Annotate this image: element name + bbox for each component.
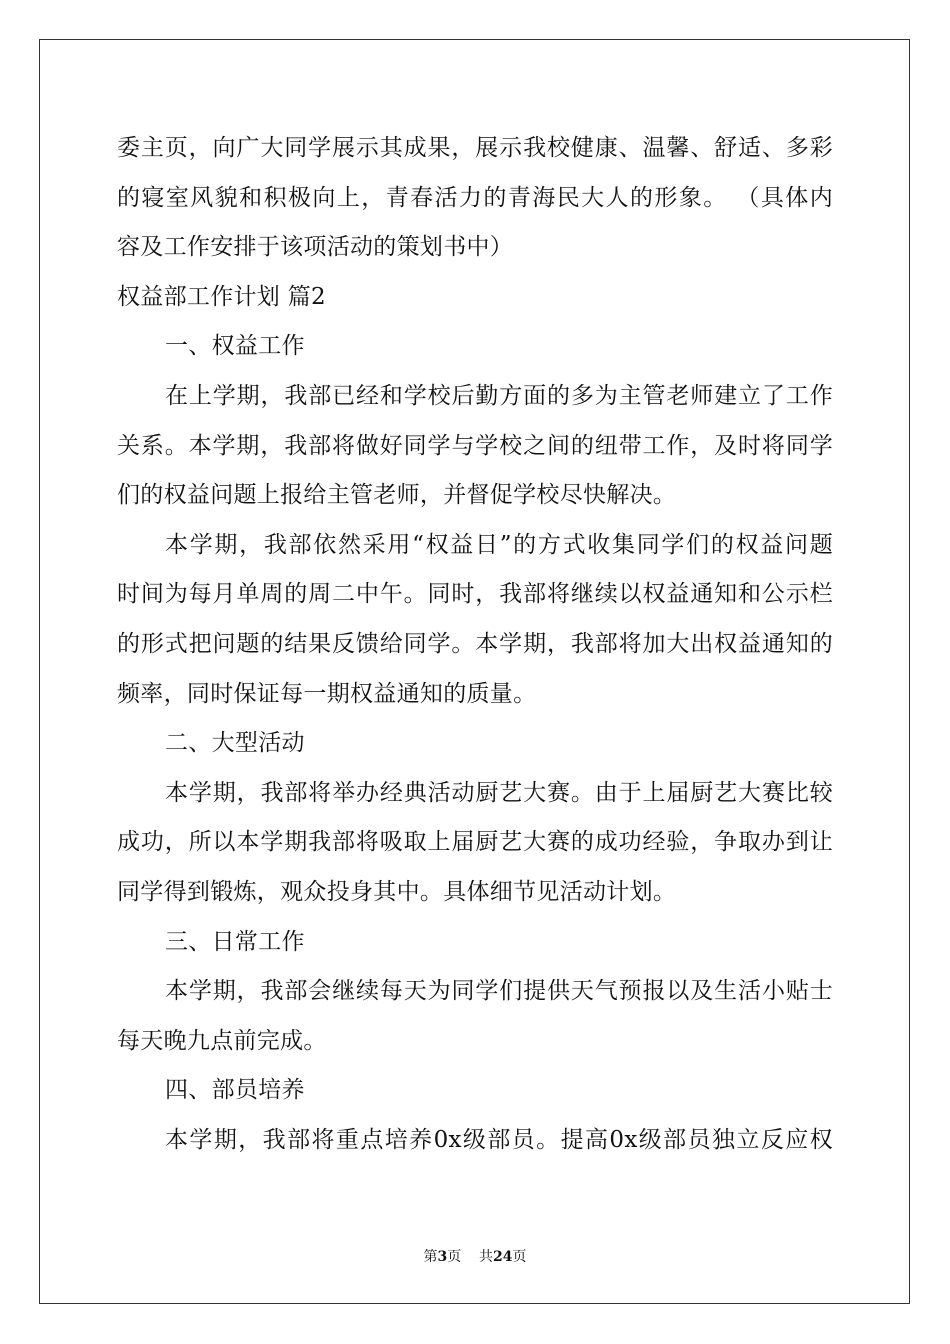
page-prefix: 第: [423, 1249, 438, 1265]
text-line: 权益部工作计划 篇2: [117, 283, 326, 310]
total-prefix: 共: [479, 1249, 494, 1265]
page-number: 3: [437, 1249, 448, 1265]
text-line: 关系。本学期，我部将做好同学与学校之间的纽带工作，及时将同学: [117, 432, 833, 459]
text-line: 本学期，我部将重点培养0x级部员。提高0x级部员独立反应权: [165, 1126, 833, 1153]
text-line: 委主页，向广大同学展示其成果，展示我校健康、温馨、舒适、多彩: [117, 135, 833, 161]
total-pages: 24: [493, 1249, 513, 1265]
page-footer: [0, 1246, 950, 1266]
text-line: 的形式把问题的结果反馈给同学。本学期，我部将加大出权益通知的: [117, 630, 833, 657]
text-line: 们的权益问题上报给主管老师，并督促学校尽快解决。: [117, 482, 677, 509]
text-line: 本学期，我部将举办经典活动厨艺大赛。由于上届厨艺大赛比较: [165, 779, 833, 806]
text-line: 频率，同时保证每一期权益通知的质量。: [117, 680, 537, 707]
text-line: 三、日常工作: [165, 928, 305, 955]
text-line: 四、部员培养: [165, 1077, 305, 1104]
total-suffix: 页: [512, 1249, 527, 1265]
text-line: 本学期，我部会继续每天为同学们提供天气预报以及生活小贴士: [165, 978, 833, 1005]
page-suffix: 页: [447, 1249, 462, 1265]
text-line: 二、大型活动: [165, 730, 305, 757]
text-line: 成功，所以本学期我部将吸取上届厨艺大赛的成功经验，争取办到让: [117, 829, 833, 856]
text-line: 一、权益工作: [165, 333, 305, 360]
text-line: 的寝室风貌和积极向上，青春活力的青海民大人的形象。 （具体内: [117, 184, 833, 211]
text-line: 每天晚九点前完成。: [117, 1027, 327, 1054]
text-line: 在上学期，我部已经和学校后勤方面的多为主管老师建立了工作: [165, 382, 833, 409]
text-line: 同学得到锻炼，观众投身其中。具体细节见活动计划。: [117, 878, 677, 905]
text-line: 本学期，我部依然采用“权益日”的方式收集同学们的权益问题: [165, 531, 833, 558]
text-line: 时间为每月单周的周二中午。同时，我部将继续以权益通知和公示栏: [117, 581, 833, 608]
text-line: 容及工作安排于该项活动的策划书中）: [117, 234, 514, 261]
document-body: [117, 124, 833, 1165]
